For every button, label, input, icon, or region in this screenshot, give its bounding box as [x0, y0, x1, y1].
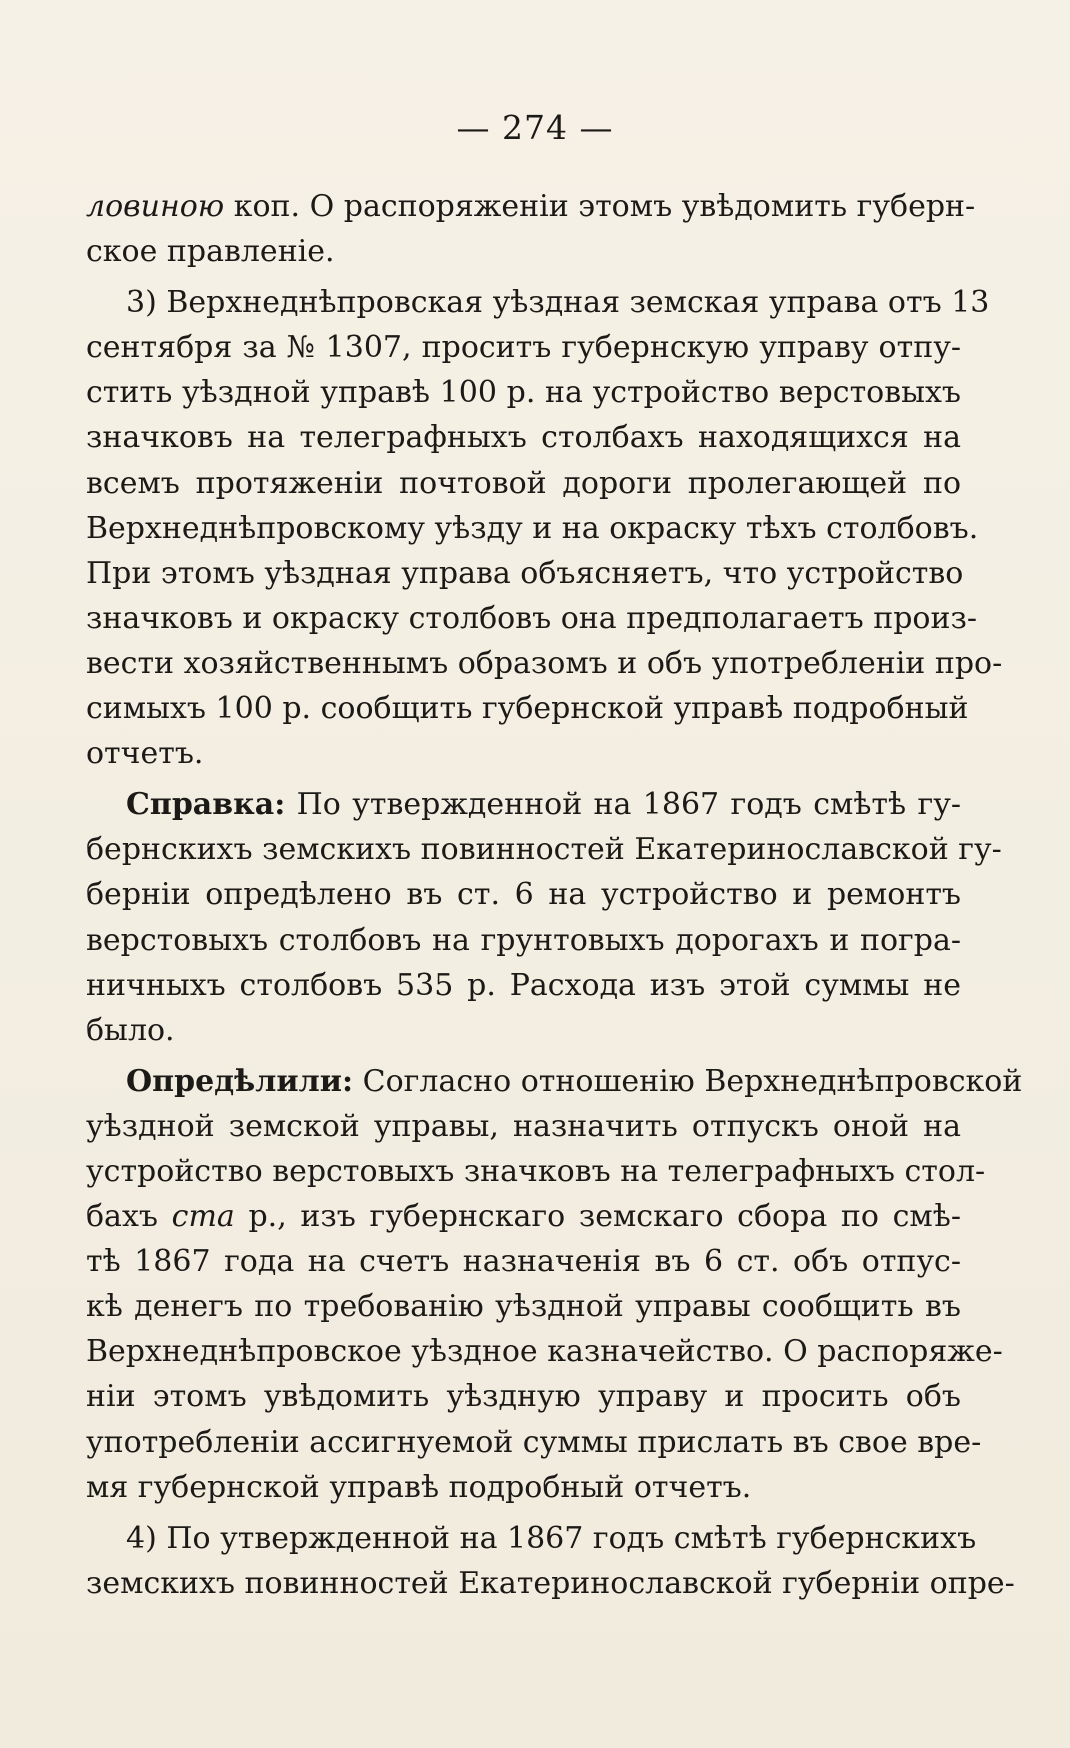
text-line	[86, 918, 961, 963]
section-label: Справка:	[126, 787, 286, 823]
text-span: По утвержденной на 1867 годъ смѣтѣ гу-	[285, 787, 961, 823]
text-line	[86, 1465, 961, 1510]
text-span: бернскихъ земскихъ повинностей Екатеринославской гу-	[86, 832, 1002, 868]
text-span: коп. О распоряженіи этомъ увѣдомить губерн-	[224, 189, 976, 224]
text-line	[86, 731, 961, 776]
text-span: значковъ на телеграфныхъ столбахъ находящихся на	[86, 420, 961, 456]
text-line	[86, 461, 961, 506]
text-line	[86, 280, 990, 325]
text-line	[86, 506, 979, 551]
text-line	[86, 641, 1003, 686]
text-line	[86, 325, 961, 370]
text-span: отчетъ.	[86, 736, 204, 772]
text-line	[86, 1104, 961, 1149]
text-line	[86, 1284, 961, 1329]
text-line	[86, 415, 961, 460]
text-span: При этомъ уѣздная управа объясняетъ, что устройство	[86, 555, 964, 591]
text-span: р., изъ губернскаго земскаго сбора по смѣ-	[234, 1199, 961, 1235]
text-span: ничныхъ столбовъ 535 р. Расхода изъ этой суммы не	[86, 967, 961, 1003]
text-span: сентября за № 1307, проситъ губернскую управу отпу-	[86, 330, 961, 366]
text-span: ста	[171, 1199, 235, 1235]
text-line	[86, 782, 961, 827]
text-line	[86, 184, 976, 229]
text-line	[86, 1239, 961, 1284]
text-span: всемъ протяженіи почтовой дороги пролегающей по	[86, 465, 961, 501]
text-line	[86, 1420, 982, 1465]
text-span: кѣ денегъ по требованію уѣздной управы сообщить въ	[86, 1289, 961, 1325]
text-span: ское правленіе.	[86, 234, 335, 270]
text-span: было.	[86, 1012, 175, 1048]
text-line	[86, 1329, 1003, 1374]
text-span: Верхнеднѣпровское уѣздное казначейство. О распоряже-	[86, 1334, 1003, 1370]
text-span: значковъ и окраску столбовъ она предполагаетъ произ-	[86, 600, 977, 636]
text-span: берніи опредѣлено въ ст. 6 на устройство и ремонтъ	[86, 877, 961, 913]
text-line	[86, 827, 1002, 872]
text-line	[86, 1008, 961, 1053]
text-span: тѣ 1867 года на счетъ назначенія въ 6 ст. объ отпус-	[86, 1244, 961, 1280]
text-span: стить уѣздной управѣ 100 р. на устройство верстовыхъ	[86, 375, 961, 411]
text-span: 4) По утвержденной на 1867 годъ смѣтѣ губернскихъ	[126, 1520, 977, 1556]
text-line	[86, 551, 964, 596]
text-line	[86, 1561, 1015, 1606]
page-number: — 274 —	[456, 108, 614, 147]
text-span: вести хозяйственнымъ образомъ и объ употребленіи про-	[86, 645, 1003, 681]
text-span: верстовыхъ столбовъ на грунтовыхъ дорогахъ и погра-	[86, 922, 961, 958]
text-line	[86, 1516, 977, 1561]
text-span: симыхъ 100 р. сообщить губернской управѣ подробный	[86, 691, 969, 727]
text-line	[86, 686, 969, 731]
text-line	[86, 1374, 961, 1419]
text-line	[86, 596, 977, 641]
text-line	[86, 1149, 986, 1194]
text-span: бахъ	[86, 1199, 172, 1235]
text-span: земскихъ повинностей Екатеринославской губерніи опре-	[86, 1565, 1015, 1601]
text-span: устройство верстовыхъ значковъ на телеграфныхъ стол-	[86, 1153, 986, 1189]
text-span: мя губернской управѣ подробный отчетъ.	[86, 1469, 752, 1505]
text-span: Согласно отношенію Верхнеднѣпровской	[353, 1063, 1023, 1099]
text-span: 3) Верхнеднѣпровская уѣздная земская управа отъ 13	[126, 285, 990, 321]
text-line	[86, 963, 961, 1008]
text-line	[86, 1059, 1023, 1104]
text-span: ніи этомъ увѣдомить уѣздную управу и просить объ	[86, 1379, 961, 1415]
text-line	[86, 370, 961, 415]
text-span: Верхнеднѣпровскому уѣзду и на окраску тѣхъ столбовъ.	[86, 510, 979, 546]
section-label: Опредѣлили:	[126, 1063, 354, 1099]
text-span: уѣздной земской управы, назначить отпускъ оной на	[86, 1108, 961, 1144]
text-line	[86, 1194, 961, 1239]
text-line	[86, 872, 961, 917]
text-span: ловиною	[86, 189, 225, 224]
text-line	[86, 229, 961, 274]
body-text	[86, 184, 1023, 1606]
text-span: употребленіи ассигнуемой суммы прислать въ свое вре-	[86, 1424, 982, 1460]
